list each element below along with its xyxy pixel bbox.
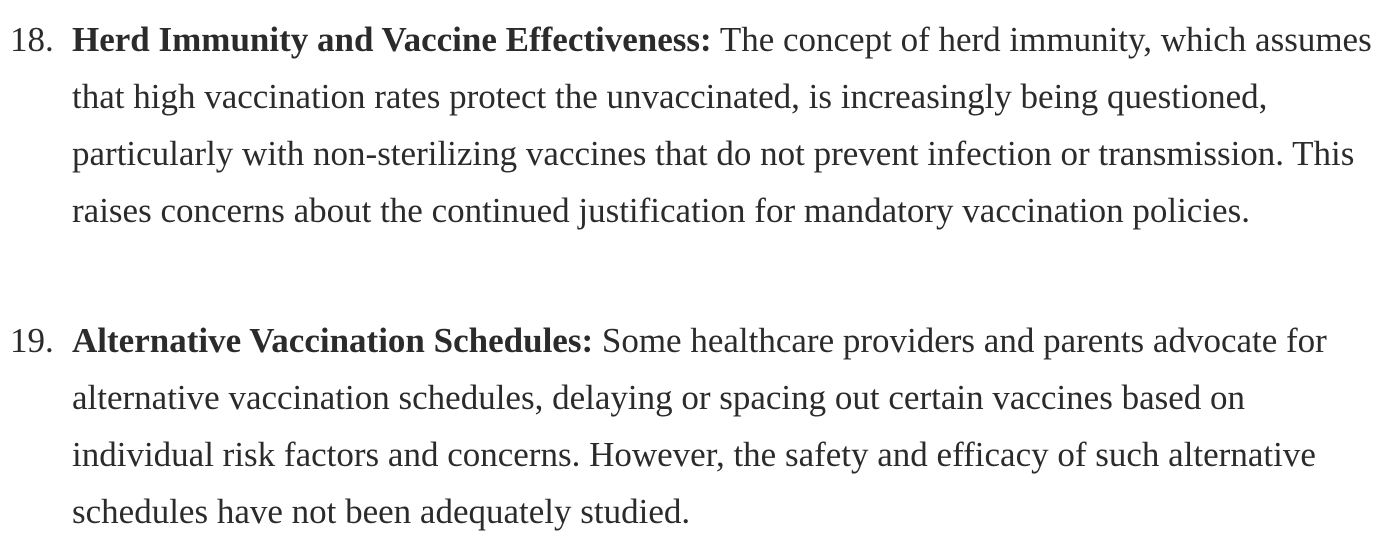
- list-item: [0, 312, 1400, 540]
- list-item-text: Some healthcare providers and parents advocate for alternative vaccination schedules, delaying or spacing out certain vaccines based on individual risk factors and concerns. However, the safety and efficacy of such alternative schedules have not been adequately studied.: [72, 321, 1327, 531]
- list-item-text: The concept of herd immunity, which assumes that high vaccination rates protect the unvaccinated, is increasingly being questioned, particularly with non-sterilizing vaccines that do not prevent infection or transmission. This raises concerns about the continued justification for mandatory vaccination policies.: [72, 20, 1372, 230]
- list-item-term: Herd Immunity and Vaccine Effectiveness:: [72, 20, 712, 59]
- list-item: [0, 11, 1400, 239]
- list-item-term: Alternative Vaccination Schedules:: [72, 321, 594, 360]
- list-item-number: 19.: [10, 321, 54, 360]
- list-item-body: [72, 312, 1380, 540]
- list-item-number: 18.: [10, 20, 54, 59]
- list-item-body: [72, 11, 1380, 239]
